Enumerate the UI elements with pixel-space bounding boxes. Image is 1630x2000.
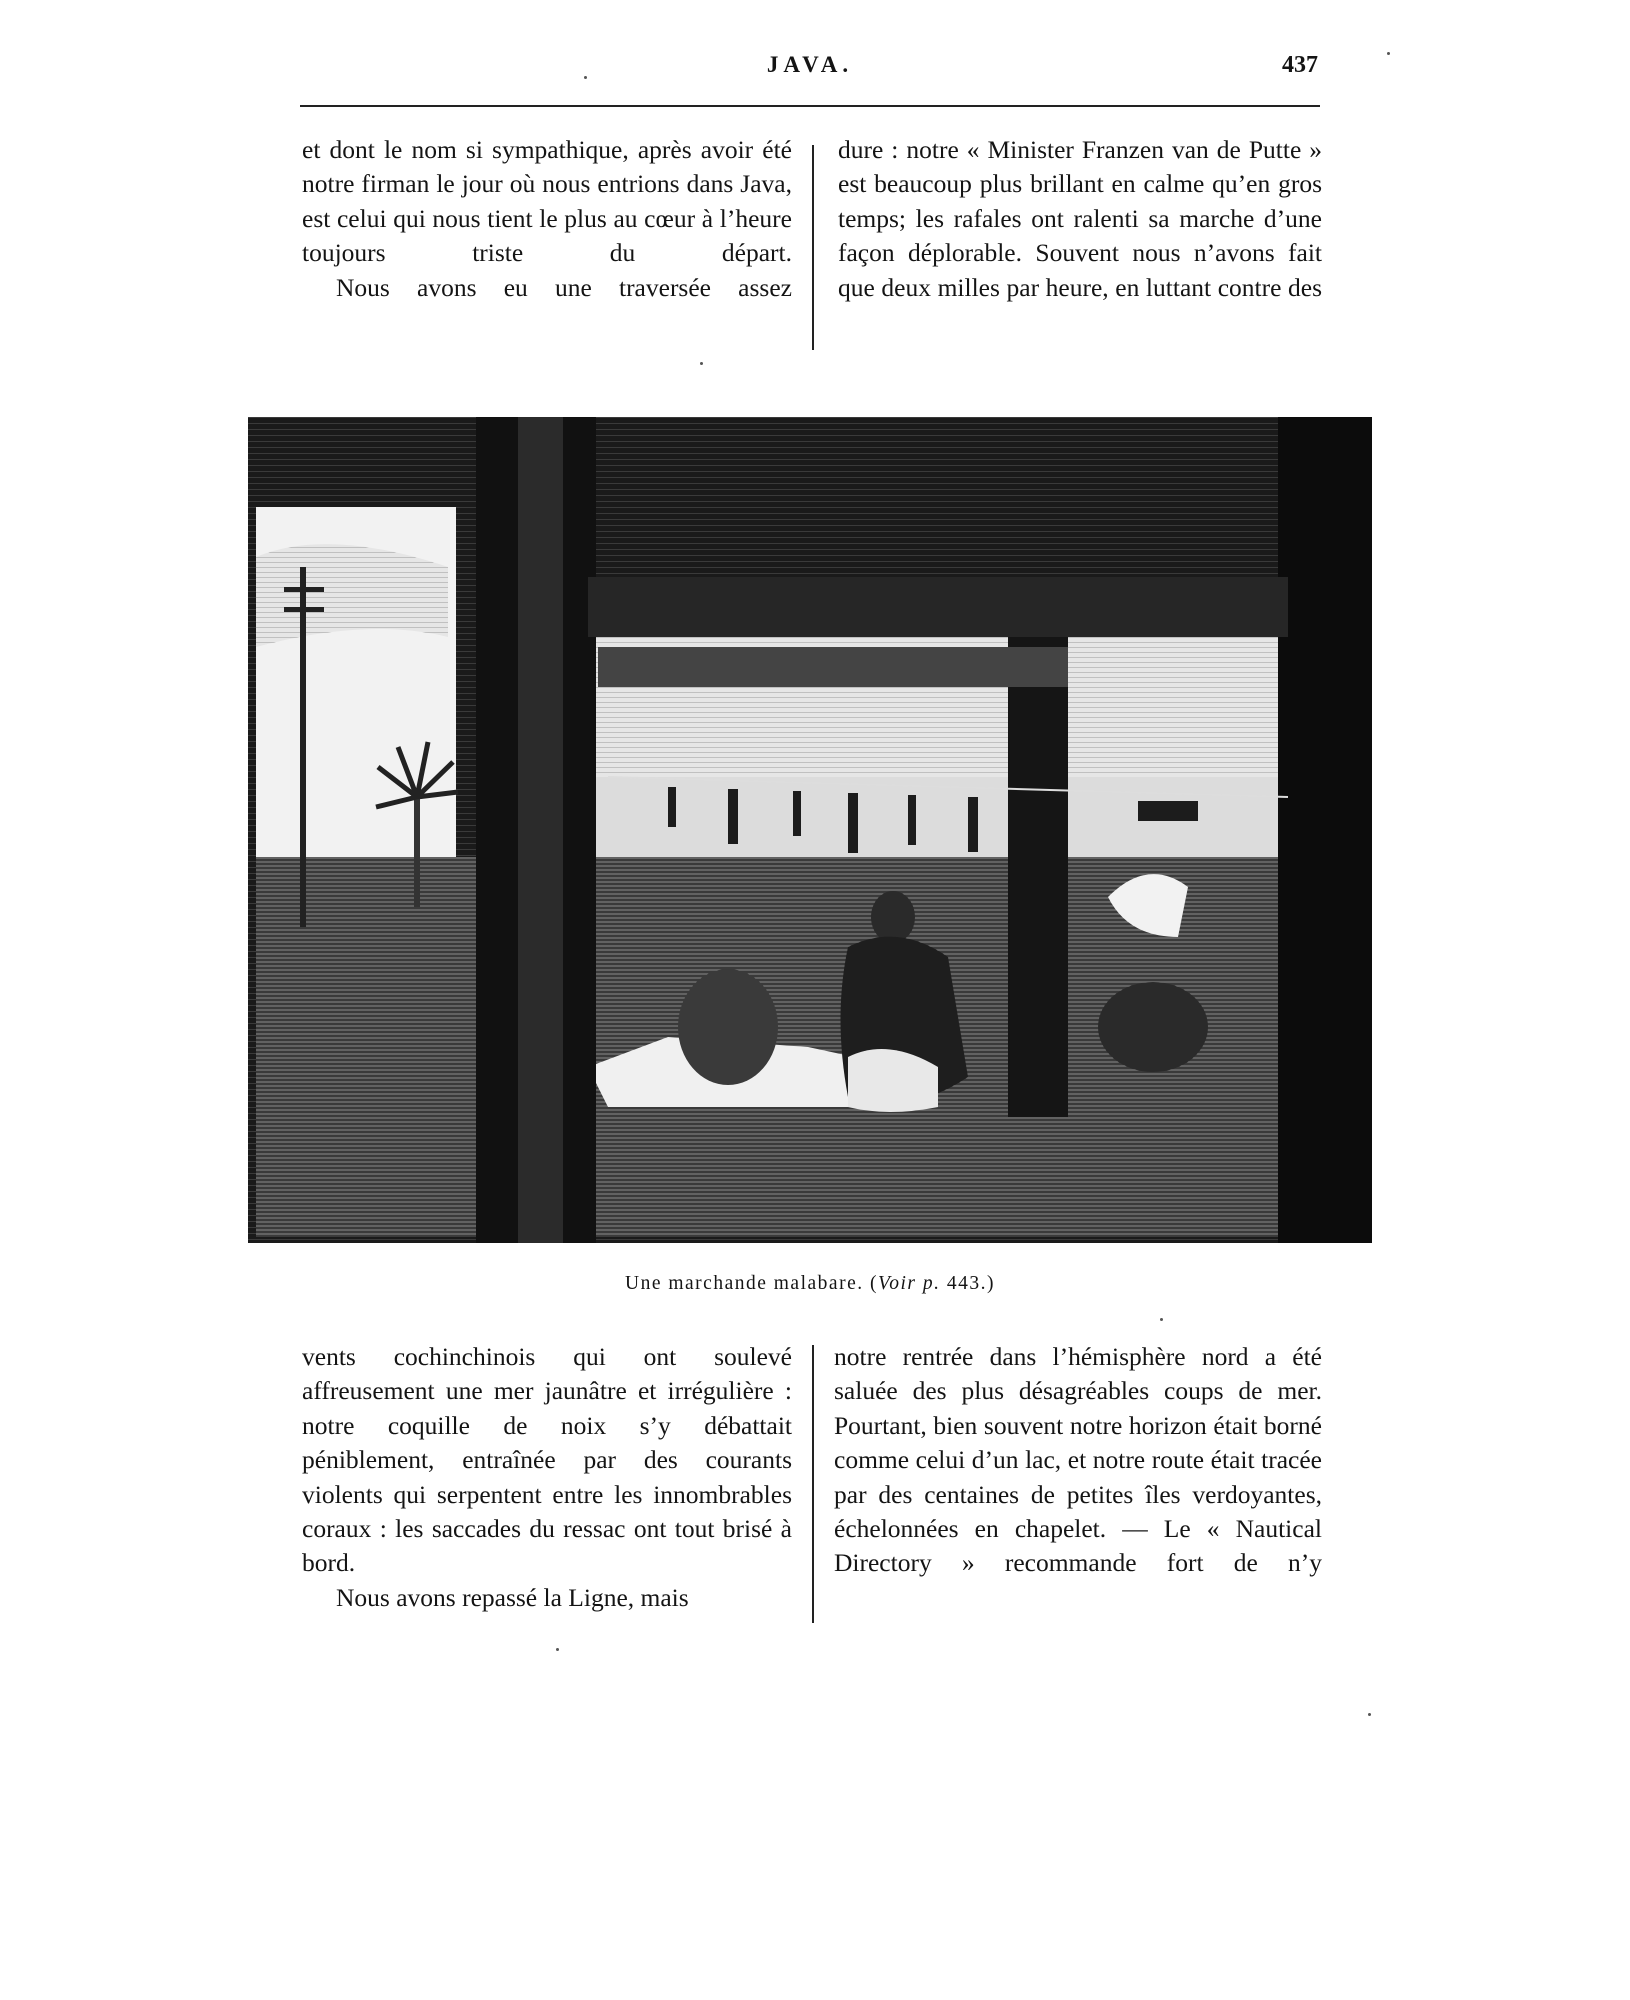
top-right-column: [838, 133, 1322, 305]
paragraph: vents cochinchinois qui ont soulevé affreusement une mer jaunâtre et irrégulière : notre coquille de noix s’y débattait péniblement, entraînée par des courants violents qui serpentent entre les innombrables coraux : les saccades du ressac ont tout brisé à bord.: [302, 1342, 792, 1578]
caption-ref-page: 443.): [940, 1273, 995, 1294]
scan-speck: [556, 1648, 559, 1651]
scan-speck: [584, 76, 587, 79]
scan-speck: [700, 362, 703, 365]
bottom-right-column: [834, 1340, 1322, 1581]
engraving-illustration: [248, 417, 1372, 1243]
paragraph: dure : notre « Minister Franzen van de Putte » est beaucoup plus brillant en calme qu’en gros temps; les rafales ont ralenti sa marche d’une façon déplorable. Souvent nous n’avons fait que deux milles par heure, en luttant contre des: [838, 135, 1322, 302]
paragraph: et dont le nom si sympathique, après avoir été notre firman le jour où nous entrions dans Java, est celui qui nous tient le plus au cœur à l’heure toujours triste du départ.: [302, 135, 792, 268]
page-number: 437: [1282, 52, 1318, 78]
scan-speck: [1387, 52, 1390, 55]
running-title: JAVA.: [766, 52, 854, 77]
paragraph: notre rentrée dans l’hémisphère nord a été saluée des plus désagréables coups de mer. Pourtant, bien souvent notre horizon était borné comme celui d’un lac, et notre route était tracée par des centaines de petites îles verdoyantes, échelonnées en chapelet. — Le « Nautical Directory » recommande fort de n’y: [834, 1342, 1322, 1578]
column-rule: [812, 1345, 814, 1623]
caption-text: Une marchande malabare.: [625, 1273, 864, 1294]
figure-caption: [300, 1273, 1320, 1295]
paragraph: Nous avons repassé la Ligne, mais: [336, 1582, 689, 1612]
scan-speck: [1160, 1318, 1163, 1321]
bottom-left-column: [302, 1340, 792, 1615]
scan-speck: [1368, 1713, 1371, 1716]
column-rule: [812, 145, 814, 350]
header-rule: [300, 105, 1320, 107]
top-left-column: [302, 133, 792, 305]
caption-ref-italic: Voir p.: [877, 1273, 941, 1294]
page-header: [300, 52, 1320, 92]
caption-ref-open: (: [863, 1273, 878, 1294]
paragraph: Nous avons eu une traversée assez: [336, 272, 792, 302]
market-scene-engraving: [248, 417, 1372, 1243]
